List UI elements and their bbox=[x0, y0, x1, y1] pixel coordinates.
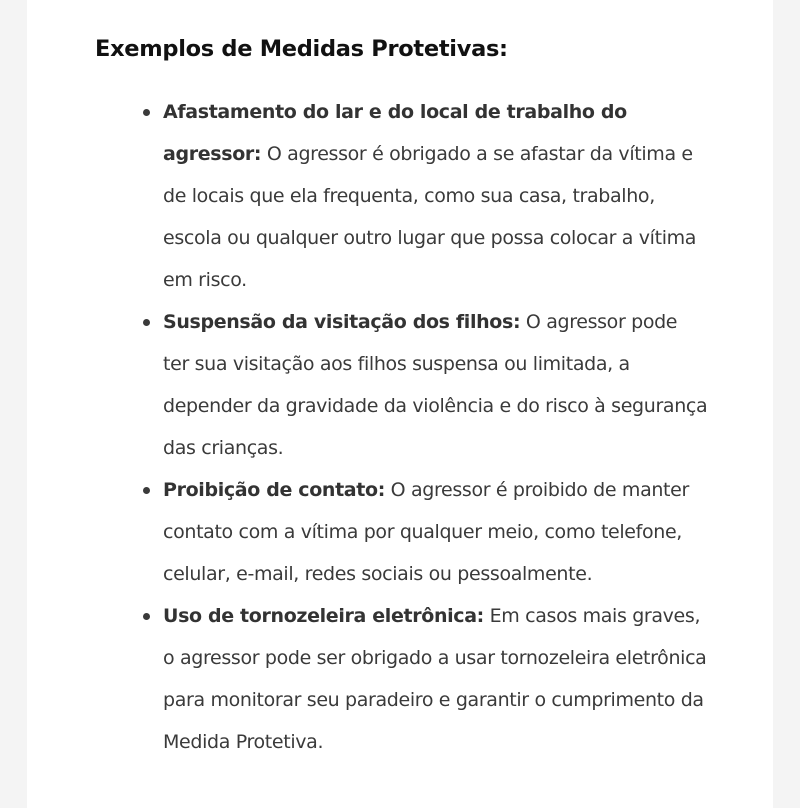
measure-description: O agressor é proibido de manter contato com a vítima por qualquer meio, como telefone, celular, e-mail, redes sociais ou pessoalmente. bbox=[163, 479, 689, 585]
measure-description: O agressor é obrigado a se afastar da vítima e de locais que ela frequenta, como sua casa, trabalho, escola ou qualquer outro lugar que possa colocar a vítima em risco. bbox=[163, 143, 697, 291]
list-item-contact-prohibition bbox=[163, 469, 708, 595]
measure-term: Uso de tornozeleira eletrônica: bbox=[163, 605, 484, 627]
measure-term: Proibição de contato: bbox=[163, 479, 385, 501]
bullet-icon bbox=[143, 613, 150, 620]
article-content bbox=[27, 0, 773, 808]
protective-measures-list bbox=[163, 91, 708, 763]
bullet-icon bbox=[143, 109, 150, 116]
bullet-icon bbox=[143, 487, 150, 494]
measure-term: Suspensão da visitação dos filhos: bbox=[163, 311, 521, 333]
previous-line-fragment bbox=[95, 0, 135, 2]
list-item-visitation-suspension bbox=[163, 301, 708, 469]
list-item-electronic-ankle-monitor bbox=[163, 595, 708, 763]
list-item-removal-from-home bbox=[163, 91, 708, 301]
bullet-icon bbox=[143, 319, 150, 326]
measure-description: Em casos mais graves, o agressor pode ser obrigado a usar tornozeleira eletrônica para monitorar seu paradeiro e garantir o cumprimento da Medida Protetiva. bbox=[163, 605, 707, 753]
section-heading: Exemplos de Medidas Protetivas: bbox=[95, 36, 508, 62]
measure-term: Afastamento do lar e do local de trabalho do agressor: bbox=[163, 101, 627, 165]
measure-description: O agressor pode ter sua visitação aos filhos suspensa ou limitada, a depender da gravidade da violência e do risco à segurança das crianças. bbox=[163, 311, 708, 459]
